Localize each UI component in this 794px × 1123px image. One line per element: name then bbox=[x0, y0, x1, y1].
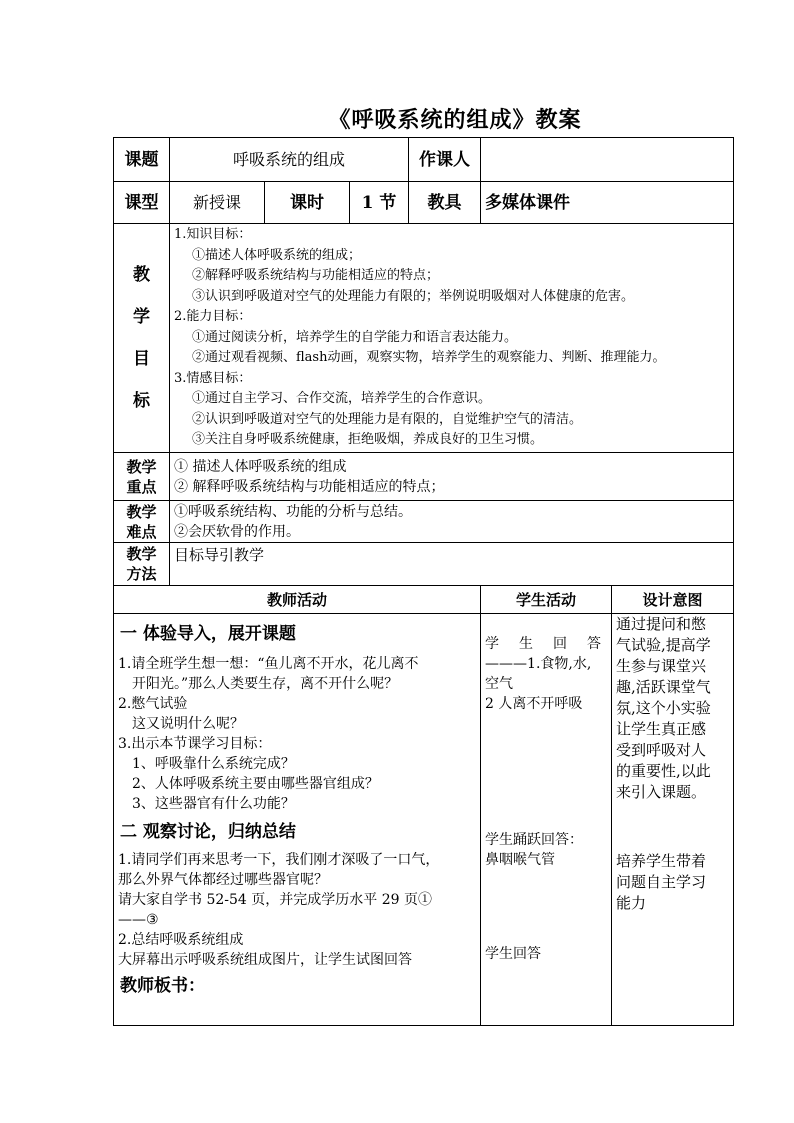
row-difficulties bbox=[114, 501, 734, 543]
teacher-line: 大屏幕出示呼吸系统组成图片，让学生试图回答 bbox=[118, 952, 412, 968]
design-line: 问题自主学习 bbox=[616, 873, 707, 891]
board-label: 教师板书： bbox=[120, 976, 205, 996]
teacher-line: 2.总结呼吸系统组成 bbox=[118, 932, 244, 948]
lesson-plan-table bbox=[113, 137, 734, 1026]
objective-line: 2.能力目标： bbox=[174, 309, 252, 325]
design-line: 气试验,提高学 bbox=[616, 636, 711, 654]
row-key-points bbox=[114, 453, 734, 501]
objective-line: ③认识到呼吸道对空气的处理能力有限的；举例说明吸烟对人体健康的危害。 bbox=[192, 288, 635, 304]
objectives-content bbox=[170, 224, 734, 453]
student-line: 学 生 回 答 bbox=[485, 636, 605, 652]
author-value bbox=[481, 138, 734, 182]
section1-title: 一 体验导入，展开课题 bbox=[120, 624, 296, 644]
objective-line: ③关注自身呼吸系统健康，拒绝吸烟，养成良好的卫生习惯。 bbox=[192, 432, 544, 448]
difficulties-content bbox=[170, 501, 734, 543]
objective-line: ①通过自主学习、合作交流，培养学生的合作意识。 bbox=[192, 391, 492, 407]
teacher-line: 1.请全班学生想一想：“鱼儿离不开水，花儿离不 bbox=[118, 656, 419, 672]
student-line: 学生回答 bbox=[485, 946, 542, 962]
teacher-line: 3.出示本节课学习目标： bbox=[118, 736, 272, 752]
key-points-label: 教学 重点 bbox=[114, 453, 170, 501]
design-intent-cell bbox=[612, 614, 734, 1026]
student-line: 学生踊跃回答： bbox=[485, 832, 584, 848]
row-topic bbox=[114, 138, 734, 182]
topic-value: 呼吸系统的组成 bbox=[170, 138, 409, 182]
author-label: 作课人 bbox=[409, 138, 481, 182]
design-line: 的重要性,以此 bbox=[616, 762, 711, 780]
student-line: 空气 bbox=[485, 676, 514, 692]
student-activity-cell bbox=[481, 614, 612, 1026]
objective-line: 3.情感目标： bbox=[174, 370, 252, 386]
design-line: 让学生真正感 bbox=[616, 720, 707, 738]
student-line: 2 人离不开呼吸 bbox=[485, 696, 583, 712]
topic-label: 课题 bbox=[114, 138, 170, 182]
design-line: 趣,活跃课堂气 bbox=[616, 678, 711, 696]
objective-line: ②解释呼吸系统结构与功能相适应的特点； bbox=[192, 268, 440, 284]
tools-value: 多媒体课件 bbox=[481, 182, 734, 224]
tools-label: 教具 bbox=[409, 182, 481, 224]
teacher-line: 开阳光。”那么人类要生存，离不开什么呢？ bbox=[132, 676, 399, 692]
row-type bbox=[114, 182, 734, 224]
design-line: 来引入课题。 bbox=[616, 783, 707, 801]
key-points-content bbox=[170, 453, 734, 501]
design-line: 生参与课堂兴 bbox=[616, 657, 707, 675]
teacher-line: 1、呼吸靠什么系统完成？ bbox=[132, 756, 295, 772]
objective-line: ②认识到呼吸道对空气的处理能力是有限的，自觉维护空气的清洁。 bbox=[192, 411, 583, 427]
student-line: 鼻咽喉气管 bbox=[485, 852, 556, 868]
design-line: 受到呼吸对人 bbox=[616, 741, 707, 759]
teacher-line: 3、这些器官有什么功能？ bbox=[132, 796, 295, 812]
student-activity-header: 学生活动 bbox=[481, 586, 612, 614]
design-line: 能力 bbox=[616, 894, 647, 912]
row-objectives bbox=[114, 224, 734, 453]
objective-line: 1.知识目标： bbox=[174, 227, 252, 243]
key-point-line: ① 描述人体呼吸系统的组成 bbox=[174, 458, 347, 475]
difficulties-label: 教学 难点 bbox=[114, 501, 170, 543]
design-intent-header: 设计意图 bbox=[612, 586, 734, 614]
objective-line: ①描述人体呼吸系统的组成； bbox=[192, 247, 362, 263]
objectives-label: 教 学 目 标 bbox=[114, 224, 170, 453]
student-line: ———1.食物,水, bbox=[485, 656, 592, 672]
key-point-line: ② 解释呼吸系统结构与功能相适应的特点； bbox=[174, 478, 445, 495]
period-label: 课时 bbox=[265, 182, 350, 224]
difficulty-line: ①呼吸系统结构、功能的分析与总结。 bbox=[174, 503, 412, 520]
design-line: 通过提问和憋 bbox=[616, 615, 707, 633]
teacher-line: 2、人体呼吸系统主要由哪些器官组成？ bbox=[132, 776, 379, 792]
objective-line: ①通过阅读分析，培养学生的自学能力和语言表达能力。 bbox=[192, 329, 518, 345]
teacher-line: 那么外界气体都经过哪些器官呢？ bbox=[118, 872, 328, 888]
period-value: 1 节 bbox=[350, 182, 409, 224]
row-method bbox=[114, 543, 734, 586]
teacher-activity-cell bbox=[114, 614, 481, 1026]
type-value: 新授课 bbox=[170, 182, 265, 224]
teacher-line: 这又说明什么呢？ bbox=[132, 716, 244, 732]
method-label: 教学 方法 bbox=[114, 543, 170, 586]
method-value: 目标导引教学 bbox=[170, 543, 734, 586]
objective-line: ②通过观看视频、flash动画，观察实物，培养学生的观察能力、判断、推理能力。 bbox=[192, 350, 666, 366]
document-title: 《呼吸系统的组成》教案 bbox=[328, 107, 582, 133]
teacher-line: 2.憋气试验 bbox=[118, 696, 188, 712]
teacher-activity-header: 教师活动 bbox=[114, 586, 481, 614]
design-line: 氛,这个小实验 bbox=[616, 699, 711, 717]
type-label: 课型 bbox=[114, 182, 170, 224]
teacher-line: 1.请同学们再来思考一下，我们刚才深吸了一口气， bbox=[118, 852, 440, 868]
design-line: 培养学生带着 bbox=[616, 852, 707, 870]
row-activities bbox=[114, 614, 734, 1026]
teacher-line: ——③ bbox=[118, 912, 159, 928]
row-activity-headers bbox=[114, 586, 734, 614]
difficulty-line: ②会厌软骨的作用。 bbox=[174, 523, 300, 540]
section2-title: 二 观察讨论，归纳总结 bbox=[120, 822, 296, 842]
teacher-line: 请大家自学书 52-54 页，并完成学历水平 29 页① bbox=[118, 892, 432, 908]
